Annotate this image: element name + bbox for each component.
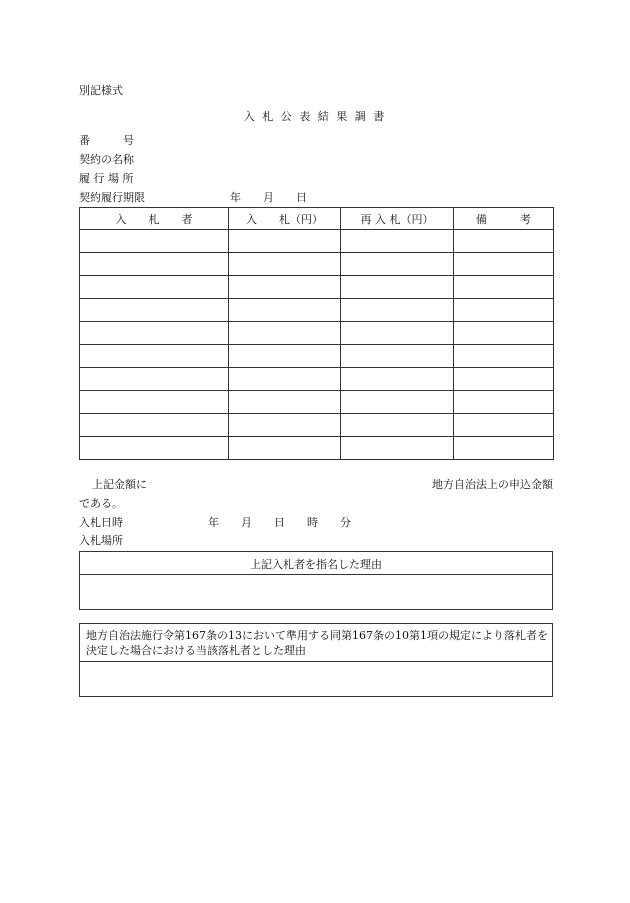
table-cell [454, 276, 554, 299]
term-date: 年 月 日 [230, 191, 307, 204]
table-cell [341, 414, 454, 437]
table-cell [341, 253, 454, 276]
winner-reason-heading: 地方自治法施行令第167条の13において準用する同第167条の10第1項の規定により落札者を決定した場合における当該落札者とした理由 [86, 629, 548, 657]
location-label: 履 行 場 所 [79, 172, 134, 185]
table-cell [229, 345, 341, 368]
designation-reason-box [79, 551, 553, 610]
table-cell [229, 253, 341, 276]
table-cell [229, 391, 341, 414]
divider [80, 574, 552, 575]
bid-datetime-label: 入札日時 [79, 516, 123, 529]
bid-results-table [79, 207, 554, 460]
number-label: 番 号 [79, 134, 134, 147]
note-continuation: である。 [79, 497, 123, 510]
table-cell [229, 437, 341, 460]
table-cell [80, 368, 229, 391]
table-cell [341, 391, 454, 414]
table-cell [80, 414, 229, 437]
table-cell [80, 345, 229, 368]
table-row [80, 391, 554, 414]
table-cell [454, 299, 554, 322]
table-row [80, 322, 554, 345]
table-cell [80, 276, 229, 299]
table-cell [341, 322, 454, 345]
table-cell [454, 414, 554, 437]
bid-place-label: 入札場所 [79, 534, 123, 547]
table-cell [80, 299, 229, 322]
table-cell [454, 391, 554, 414]
table-row [80, 276, 554, 299]
table-cell [80, 437, 229, 460]
col-header-bid-amount: 入 札（円） [229, 208, 341, 230]
table-cell [341, 230, 454, 253]
bid-datetime-value: 年 月 日 時 分 [208, 516, 351, 529]
table-cell [341, 437, 454, 460]
table-row [80, 345, 554, 368]
table-cell [454, 230, 554, 253]
col-header-rebid-amount: 再 入 札（円） [341, 208, 454, 230]
winner-reason-box [79, 623, 553, 697]
table-cell [341, 276, 454, 299]
table-cell [229, 368, 341, 391]
table-row [80, 437, 554, 460]
table-cell [454, 322, 554, 345]
table-row [80, 414, 554, 437]
page-title: 入 札 公 表 結 果 調 書 [243, 110, 387, 123]
designation-reason-heading: 上記入札者を指名した理由 [250, 558, 382, 571]
term-label: 契約履行期限 [79, 191, 145, 204]
table-cell [229, 230, 341, 253]
table-row [80, 368, 554, 391]
table-header-row [80, 208, 554, 230]
note-right: 地方自治法上の申込金額 [432, 478, 553, 491]
table-cell [80, 230, 229, 253]
table-cell [229, 276, 341, 299]
divider [80, 661, 552, 662]
table-cell [454, 253, 554, 276]
table-cell [80, 253, 229, 276]
table-cell [454, 345, 554, 368]
table-cell [341, 345, 454, 368]
table-cell [454, 368, 554, 391]
table-cell [80, 322, 229, 345]
table-cell [229, 414, 341, 437]
note-left: 上記金額に [92, 478, 147, 491]
table-cell [341, 368, 454, 391]
table-cell [80, 391, 229, 414]
col-header-bidder: 入 札 者 [80, 208, 229, 230]
table-cell [229, 299, 341, 322]
table-row [80, 253, 554, 276]
table-row [80, 230, 554, 253]
table-cell [229, 322, 341, 345]
col-header-remarks: 備 考 [454, 208, 554, 230]
form-label: 別記様式 [79, 84, 123, 97]
table-cell [341, 299, 454, 322]
table-row [80, 299, 554, 322]
table-cell [454, 437, 554, 460]
contract-name-label: 契約の名称 [79, 153, 134, 166]
